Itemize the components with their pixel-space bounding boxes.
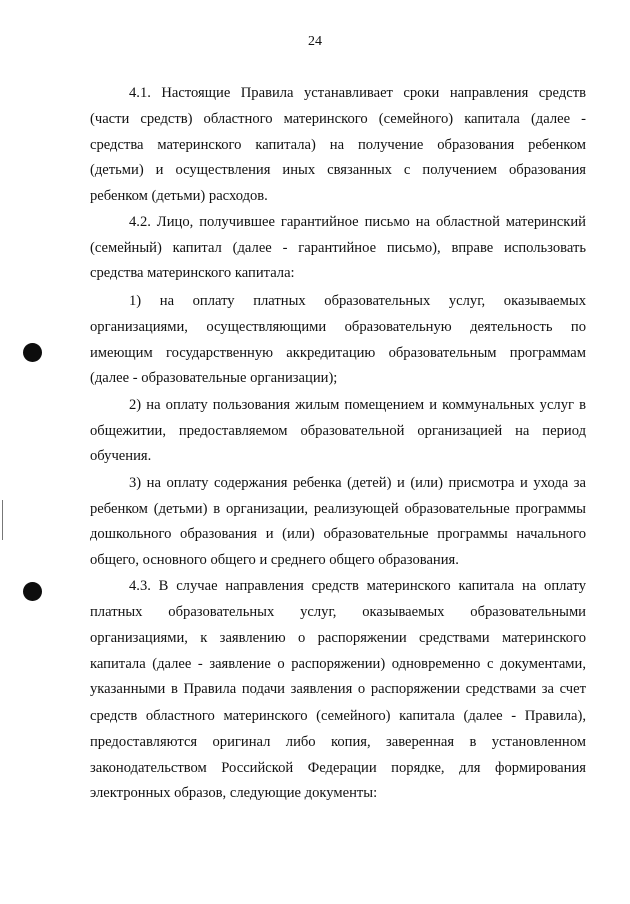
paragraph-4-2-line: средства материнского капитала: — [90, 265, 295, 281]
paragraph-4-3-line: 4.3. В случае направления средств материнского капитала на оплату — [129, 578, 586, 594]
paragraph-4-3-line: указанными в Правила подачи заявления о распоряжении средствами за счет — [90, 681, 586, 697]
list-item-3-line: 3) на оплату содержания ребенка (детей) и (или) присмотра и ухода за — [129, 475, 586, 491]
paragraph-4-1-line: (части средств) областного материнского (семейного) капитала (далее - — [90, 111, 586, 127]
paragraph-4-2-line: (семейный) капитал (далее - гарантийное письмо), вправе использовать — [90, 240, 586, 256]
list-item-3-line: дошкольного образования и (или) образовательные программы начального — [90, 526, 586, 542]
list-item-2-line: общежитии, предоставляемом образовательной организацией на период — [90, 423, 586, 439]
paragraph-4-3-line: электронных образов, следующие документы: — [90, 785, 378, 801]
paragraph-4-3-line: платных образовательных услуг, оказываемых образовательными — [90, 604, 586, 620]
paragraph-4-3-line: средств областного материнского (семейного) капитала (далее - Правила), — [90, 708, 586, 724]
list-item-1-line: (далее - образовательные организации); — [90, 370, 338, 386]
paragraph-4-3-line: капитала (далее - заявление о распоряжении) одновременно с документами, — [90, 656, 586, 672]
binder-hole-bottom — [23, 582, 42, 601]
paragraph-4-1-line: средства материнского капитала) на получение образования ребенком — [90, 137, 586, 153]
scan-edge-mark — [2, 500, 3, 540]
paragraph-4-3-line: организациями, к заявлению о распоряжении средствами материнского — [90, 630, 586, 646]
paragraph-4-1-line: (детьми) и осуществления иных связанных с получением образования — [90, 162, 586, 178]
list-item-1-line: организациями, осуществляющими образовательную деятельность по — [90, 319, 586, 335]
list-item-2-line: обучения. — [90, 448, 152, 464]
list-item-3-line: ребенком (детьми) в организации, реализующей образовательные программы — [90, 501, 586, 517]
paragraph-4-3-line: законодательством Российской Федерации порядке, для формирования — [90, 760, 586, 776]
list-item-1-line: 1) на оплату платных образовательных услуг, оказываемых — [129, 293, 586, 309]
list-item-3-line: общего, основного общего и среднего общего образования. — [90, 552, 459, 568]
list-item-2-line: 2) на оплату пользования жилым помещением и коммунальных услуг в — [129, 397, 586, 413]
binder-hole-top — [23, 343, 42, 362]
paragraph-4-1-line: ребенком (детьми) расходов. — [90, 188, 268, 204]
paragraph-4-2-line: 4.2. Лицо, получившее гарантийное письмо на областной материнский — [129, 214, 586, 230]
paragraph-4-1-line: 4.1. Настоящие Правила устанавливает сроки направления средств — [129, 85, 586, 101]
list-item-1-line: имеющим государственную аккредитацию образовательным программам — [90, 345, 586, 361]
page-number: 24 — [308, 34, 322, 49]
paragraph-4-3-line: предоставляются оригинал либо копия, заверенная в установленном — [90, 734, 586, 750]
